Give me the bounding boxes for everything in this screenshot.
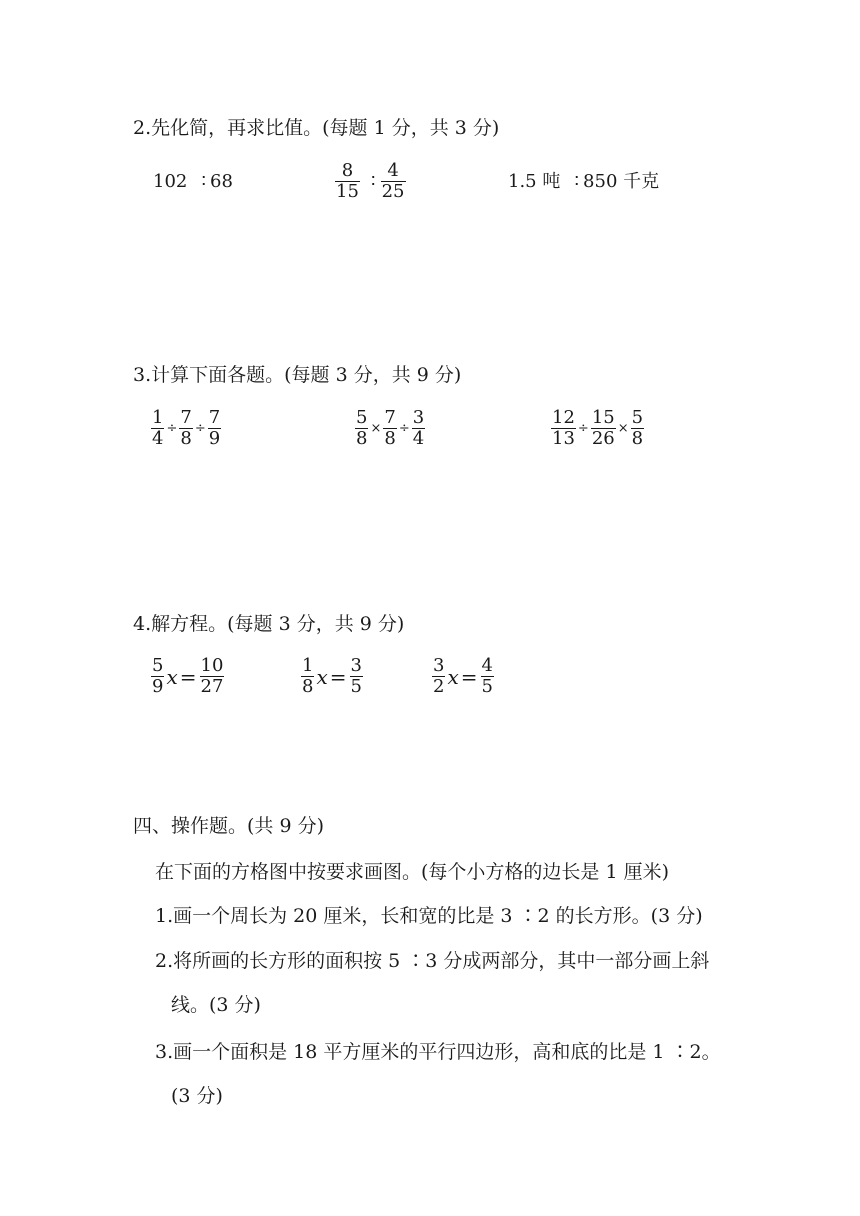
numerator: 1	[152, 407, 164, 428]
operator: ÷	[166, 421, 178, 436]
denominator: 4	[152, 428, 164, 449]
denominator: 8	[384, 428, 396, 449]
variable: x	[316, 664, 328, 689]
numerator: 7	[208, 407, 221, 428]
ratio-colon: ∶	[574, 171, 580, 192]
q2-ratio-3	[508, 170, 659, 194]
operator: ÷	[194, 421, 206, 436]
q2-ratio-1	[153, 170, 233, 194]
numerator: 12	[552, 407, 575, 428]
denominator: 25	[381, 181, 405, 202]
equals-sign: =	[329, 664, 347, 689]
denominator: 8	[356, 428, 368, 449]
denominator: 27	[200, 676, 224, 697]
task-2-line-2: 线。(3 分)	[171, 994, 261, 1016]
denominator: 5	[481, 676, 493, 697]
denominator: 8	[180, 428, 192, 449]
fraction	[355, 408, 368, 449]
numerator: 8	[341, 160, 354, 181]
section4-title: 四、操作题。(共 9 分)	[133, 815, 324, 837]
numerator: 1	[302, 655, 314, 676]
denominator: 8	[631, 428, 644, 449]
denominator: 15	[336, 181, 359, 202]
ratio-term: 1.5 吨	[508, 171, 561, 192]
fraction	[551, 408, 576, 449]
section4-intro: 在下面的方格图中按要求画图。(每个小方格的边长是 1 厘米)	[155, 861, 669, 883]
task-3-line-2: (3 分)	[171, 1085, 223, 1107]
numerator: 3	[350, 655, 362, 676]
fraction	[381, 161, 406, 202]
operator: ×	[617, 421, 629, 436]
fraction	[151, 408, 164, 449]
denominator: 5	[350, 676, 362, 697]
fraction	[350, 656, 363, 697]
operator: ÷	[398, 421, 410, 436]
denominator: 8	[302, 676, 314, 697]
q2-ratio-2	[334, 161, 407, 202]
q3-expression-2	[354, 408, 426, 449]
q3-expression-1	[150, 408, 222, 449]
q4-title: 4.解方程。(每题 3 分，共 9 分)	[133, 613, 405, 635]
denominator: 9	[152, 676, 164, 697]
numerator: 7	[384, 407, 396, 428]
q3-title: 3.计算下面各题。(每题 3 分，共 9 分)	[133, 364, 462, 386]
task-3-line-1: 3.画一个面积是 18 平方厘米的平行四边形，高和底的比是 1 ∶2。	[155, 1041, 721, 1063]
numerator: 4	[387, 160, 399, 181]
equals-sign: =	[460, 664, 478, 689]
q3-expression-3	[550, 408, 645, 449]
fraction	[383, 408, 396, 449]
denominator: 26	[591, 428, 615, 449]
q2-title: 2.先化简，再求比值。(每题 1 分，共 3 分)	[133, 117, 500, 139]
numerator: 3	[412, 407, 425, 428]
denominator: 4	[412, 428, 425, 449]
fraction	[151, 656, 164, 697]
fraction	[208, 408, 221, 449]
numerator: 10	[200, 655, 224, 676]
fraction	[591, 408, 616, 449]
q4-equation-3	[431, 656, 495, 697]
operator: ×	[370, 421, 382, 436]
operator: ÷	[577, 421, 589, 436]
numerator: 5	[356, 407, 368, 428]
task-1: 1.画一个周长为 20 厘米，长和宽的比是 3 ∶2 的长方形。(3 分)	[155, 905, 703, 927]
numerator: 15	[591, 407, 615, 428]
fraction	[631, 408, 644, 449]
ratio-colon: ∶	[370, 170, 376, 192]
q4-equation-1	[150, 656, 225, 697]
ratio-term: 68	[210, 171, 233, 192]
variable: x	[166, 664, 178, 689]
fraction	[179, 408, 192, 449]
fraction	[200, 656, 225, 697]
numerator: 5	[631, 407, 644, 428]
ratio-term: 102	[153, 171, 188, 192]
ratio-colon: ∶	[201, 171, 207, 192]
denominator: 9	[208, 428, 221, 449]
denominator: 2	[433, 676, 445, 697]
fraction	[432, 656, 445, 697]
fraction	[481, 656, 494, 697]
fraction	[335, 161, 360, 202]
denominator: 13	[552, 428, 575, 449]
fraction	[412, 408, 425, 449]
variable: x	[447, 664, 459, 689]
q4-equation-2	[300, 656, 364, 697]
numerator: 7	[180, 407, 192, 428]
task-2-line-1: 2.将所画的长方形的面积按 5 ∶3 分成两部分，其中一部分画上斜	[155, 950, 710, 972]
numerator: 4	[481, 655, 493, 676]
numerator: 3	[433, 655, 445, 676]
numerator: 5	[152, 655, 164, 676]
equals-sign: =	[179, 664, 197, 689]
fraction	[301, 656, 314, 697]
ratio-term: 850 千克	[583, 171, 660, 192]
